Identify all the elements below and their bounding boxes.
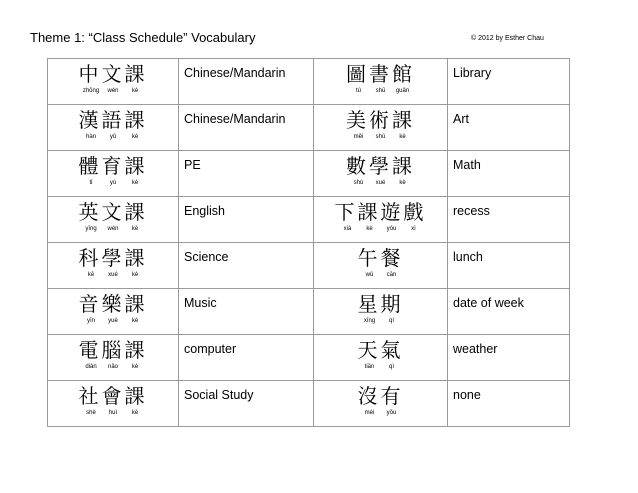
chinese-term-cell [48, 105, 179, 151]
chinese-characters: 音樂課 [78, 292, 148, 316]
pinyin-line [314, 133, 447, 141]
pinyin-syllable: kè [399, 180, 406, 186]
chinese-term-cell [314, 197, 448, 243]
english-meaning: computer [184, 342, 237, 356]
pinyin-syllable: diàn [85, 364, 97, 370]
pinyin-line [48, 409, 178, 417]
english-meaning: Art [453, 112, 469, 126]
chinese-term-cell [48, 197, 179, 243]
english-meaning-cell [448, 59, 570, 105]
pinyin-line [314, 225, 447, 233]
table-row [48, 151, 570, 197]
chinese-term-cell [314, 151, 448, 197]
pinyin-line [48, 317, 178, 325]
pinyin-line [314, 409, 447, 417]
pinyin-syllable: shū [375, 88, 386, 94]
pinyin-line [314, 179, 447, 187]
chinese-characters: 中文課 [78, 62, 148, 86]
chinese-characters: 漢語課 [78, 108, 148, 132]
table-row [48, 197, 570, 243]
english-meaning-cell [448, 197, 570, 243]
english-meaning-cell [448, 335, 570, 381]
english-meaning: Chinese/Mandarin [184, 66, 286, 80]
english-meaning-cell [179, 335, 314, 381]
english-meaning-cell [179, 105, 314, 151]
english-meaning-cell [448, 151, 570, 197]
pinyin-line [48, 133, 178, 141]
chinese-characters: 天氣 [357, 338, 404, 362]
english-meaning: none [453, 388, 481, 402]
pinyin-syllable: shù [375, 134, 386, 140]
english-meaning: Music [184, 296, 217, 310]
pinyin-syllable: xué [375, 180, 386, 186]
chinese-characters: 電腦課 [78, 338, 148, 362]
pinyin-syllable: nǎo [107, 364, 118, 370]
english-meaning-cell [179, 151, 314, 197]
pinyin-syllable: kè [399, 134, 406, 140]
pinyin-syllable: xì [411, 226, 416, 232]
pinyin-syllable: shè [86, 410, 96, 416]
table-row [48, 59, 570, 105]
chinese-term-cell [48, 381, 179, 427]
english-meaning-cell [448, 289, 570, 335]
pinyin-syllable: kē [87, 272, 95, 278]
pinyin-syllable: yǒu [386, 410, 397, 416]
english-meaning-cell [448, 105, 570, 151]
page-title: Theme 1: “Class Schedule” Vocabulary [30, 30, 256, 45]
english-meaning: Math [453, 158, 481, 172]
table-row [48, 335, 570, 381]
pinyin-syllable: shù [353, 180, 364, 186]
chinese-term-cell [48, 243, 179, 289]
pinyin-line [314, 317, 447, 325]
pinyin-syllable: guǎn [395, 88, 410, 94]
english-meaning-cell [448, 381, 570, 427]
pinyin-syllable: kè [366, 226, 373, 232]
pinyin-syllable: kè [131, 364, 139, 370]
pinyin-line [314, 87, 447, 95]
chinese-term-cell [314, 289, 448, 335]
english-meaning: date of week [453, 296, 524, 310]
pinyin-line [48, 225, 178, 233]
english-meaning: recess [453, 204, 490, 218]
pinyin-syllable: kè [131, 272, 139, 278]
pinyin-line [48, 179, 178, 187]
pinyin-line [48, 363, 178, 371]
chinese-characters: 下課遊戲 [334, 200, 427, 224]
pinyin-syllable: wǔ [365, 272, 374, 278]
chinese-characters: 數學課 [346, 154, 415, 178]
chinese-term-cell [48, 289, 179, 335]
pinyin-syllable: kè [131, 88, 139, 94]
english-meaning-cell [179, 381, 314, 427]
pinyin-syllable: zhōng [82, 88, 100, 94]
english-meaning: lunch [453, 250, 483, 264]
pinyin-syllable: tǐ [89, 180, 93, 186]
chinese-characters: 體育課 [78, 154, 148, 178]
table-row [48, 289, 570, 335]
chinese-term-cell [314, 335, 448, 381]
table-row [48, 381, 570, 427]
pinyin-syllable: cān [386, 272, 397, 278]
english-meaning-cell [179, 243, 314, 289]
chinese-characters: 美術課 [346, 108, 415, 132]
chinese-characters: 沒有 [357, 384, 404, 408]
pinyin-syllable: wén [107, 226, 119, 232]
table-row [48, 105, 570, 151]
chinese-characters: 英文課 [78, 200, 148, 224]
english-meaning: Social Study [184, 388, 254, 402]
pinyin-syllable: kè [131, 318, 139, 324]
chinese-characters: 科學課 [78, 246, 148, 270]
pinyin-syllable: xīng [363, 318, 376, 324]
english-meaning: Library [453, 66, 492, 80]
vocabulary-table [47, 58, 570, 427]
english-meaning-cell [448, 243, 570, 289]
pinyin-line [314, 363, 447, 371]
pinyin-syllable: yǔ [109, 134, 117, 140]
pinyin-syllable: měi [353, 134, 364, 140]
pinyin-syllable: qí [388, 318, 394, 324]
pinyin-line [48, 271, 178, 279]
vocabulary-table-body [48, 59, 570, 427]
english-meaning: Science [184, 250, 229, 264]
pinyin-syllable: wén [107, 88, 119, 94]
pinyin-syllable: tiān [364, 364, 375, 370]
pinyin-syllable: yīn [86, 318, 95, 324]
pinyin-syllable: kè [131, 134, 139, 140]
pinyin-syllable: yóu [386, 226, 397, 232]
pinyin-syllable: yīng [85, 226, 97, 232]
chinese-characters: 午餐 [357, 246, 404, 270]
pinyin-syllable: xià [343, 226, 352, 232]
english-meaning: English [184, 204, 225, 218]
pinyin-syllable: hàn [85, 134, 96, 140]
english-meaning: PE [184, 158, 201, 172]
chinese-characters: 圖書館 [346, 62, 415, 86]
pinyin-syllable: qì [388, 364, 394, 370]
chinese-term-cell [314, 59, 448, 105]
pinyin-line [48, 87, 178, 95]
chinese-term-cell [314, 105, 448, 151]
pinyin-line [314, 271, 447, 279]
chinese-term-cell [314, 381, 448, 427]
pinyin-syllable: kè [131, 226, 139, 232]
chinese-term-cell [48, 151, 179, 197]
english-meaning-cell [179, 289, 314, 335]
pinyin-syllable: méi [364, 410, 375, 416]
pinyin-syllable: xué [108, 272, 118, 278]
english-meaning: Chinese/Mandarin [184, 112, 286, 126]
english-meaning: weather [453, 342, 498, 356]
pinyin-syllable: huì [108, 410, 118, 416]
pinyin-syllable: yuè [108, 318, 118, 324]
english-meaning-cell [179, 59, 314, 105]
chinese-characters: 社會課 [78, 384, 148, 408]
pinyin-syllable: kè [131, 410, 139, 416]
pinyin-syllable: kè [131, 180, 139, 186]
pinyin-syllable: tú [355, 88, 361, 94]
pinyin-syllable: yù [109, 180, 117, 186]
copyright-notice: © 2012 by Esther Chau [471, 35, 544, 42]
chinese-term-cell [48, 59, 179, 105]
table-row [48, 243, 570, 289]
english-meaning-cell [179, 197, 314, 243]
chinese-characters: 星期 [357, 292, 404, 316]
chinese-term-cell [314, 243, 448, 289]
chinese-term-cell [48, 335, 179, 381]
